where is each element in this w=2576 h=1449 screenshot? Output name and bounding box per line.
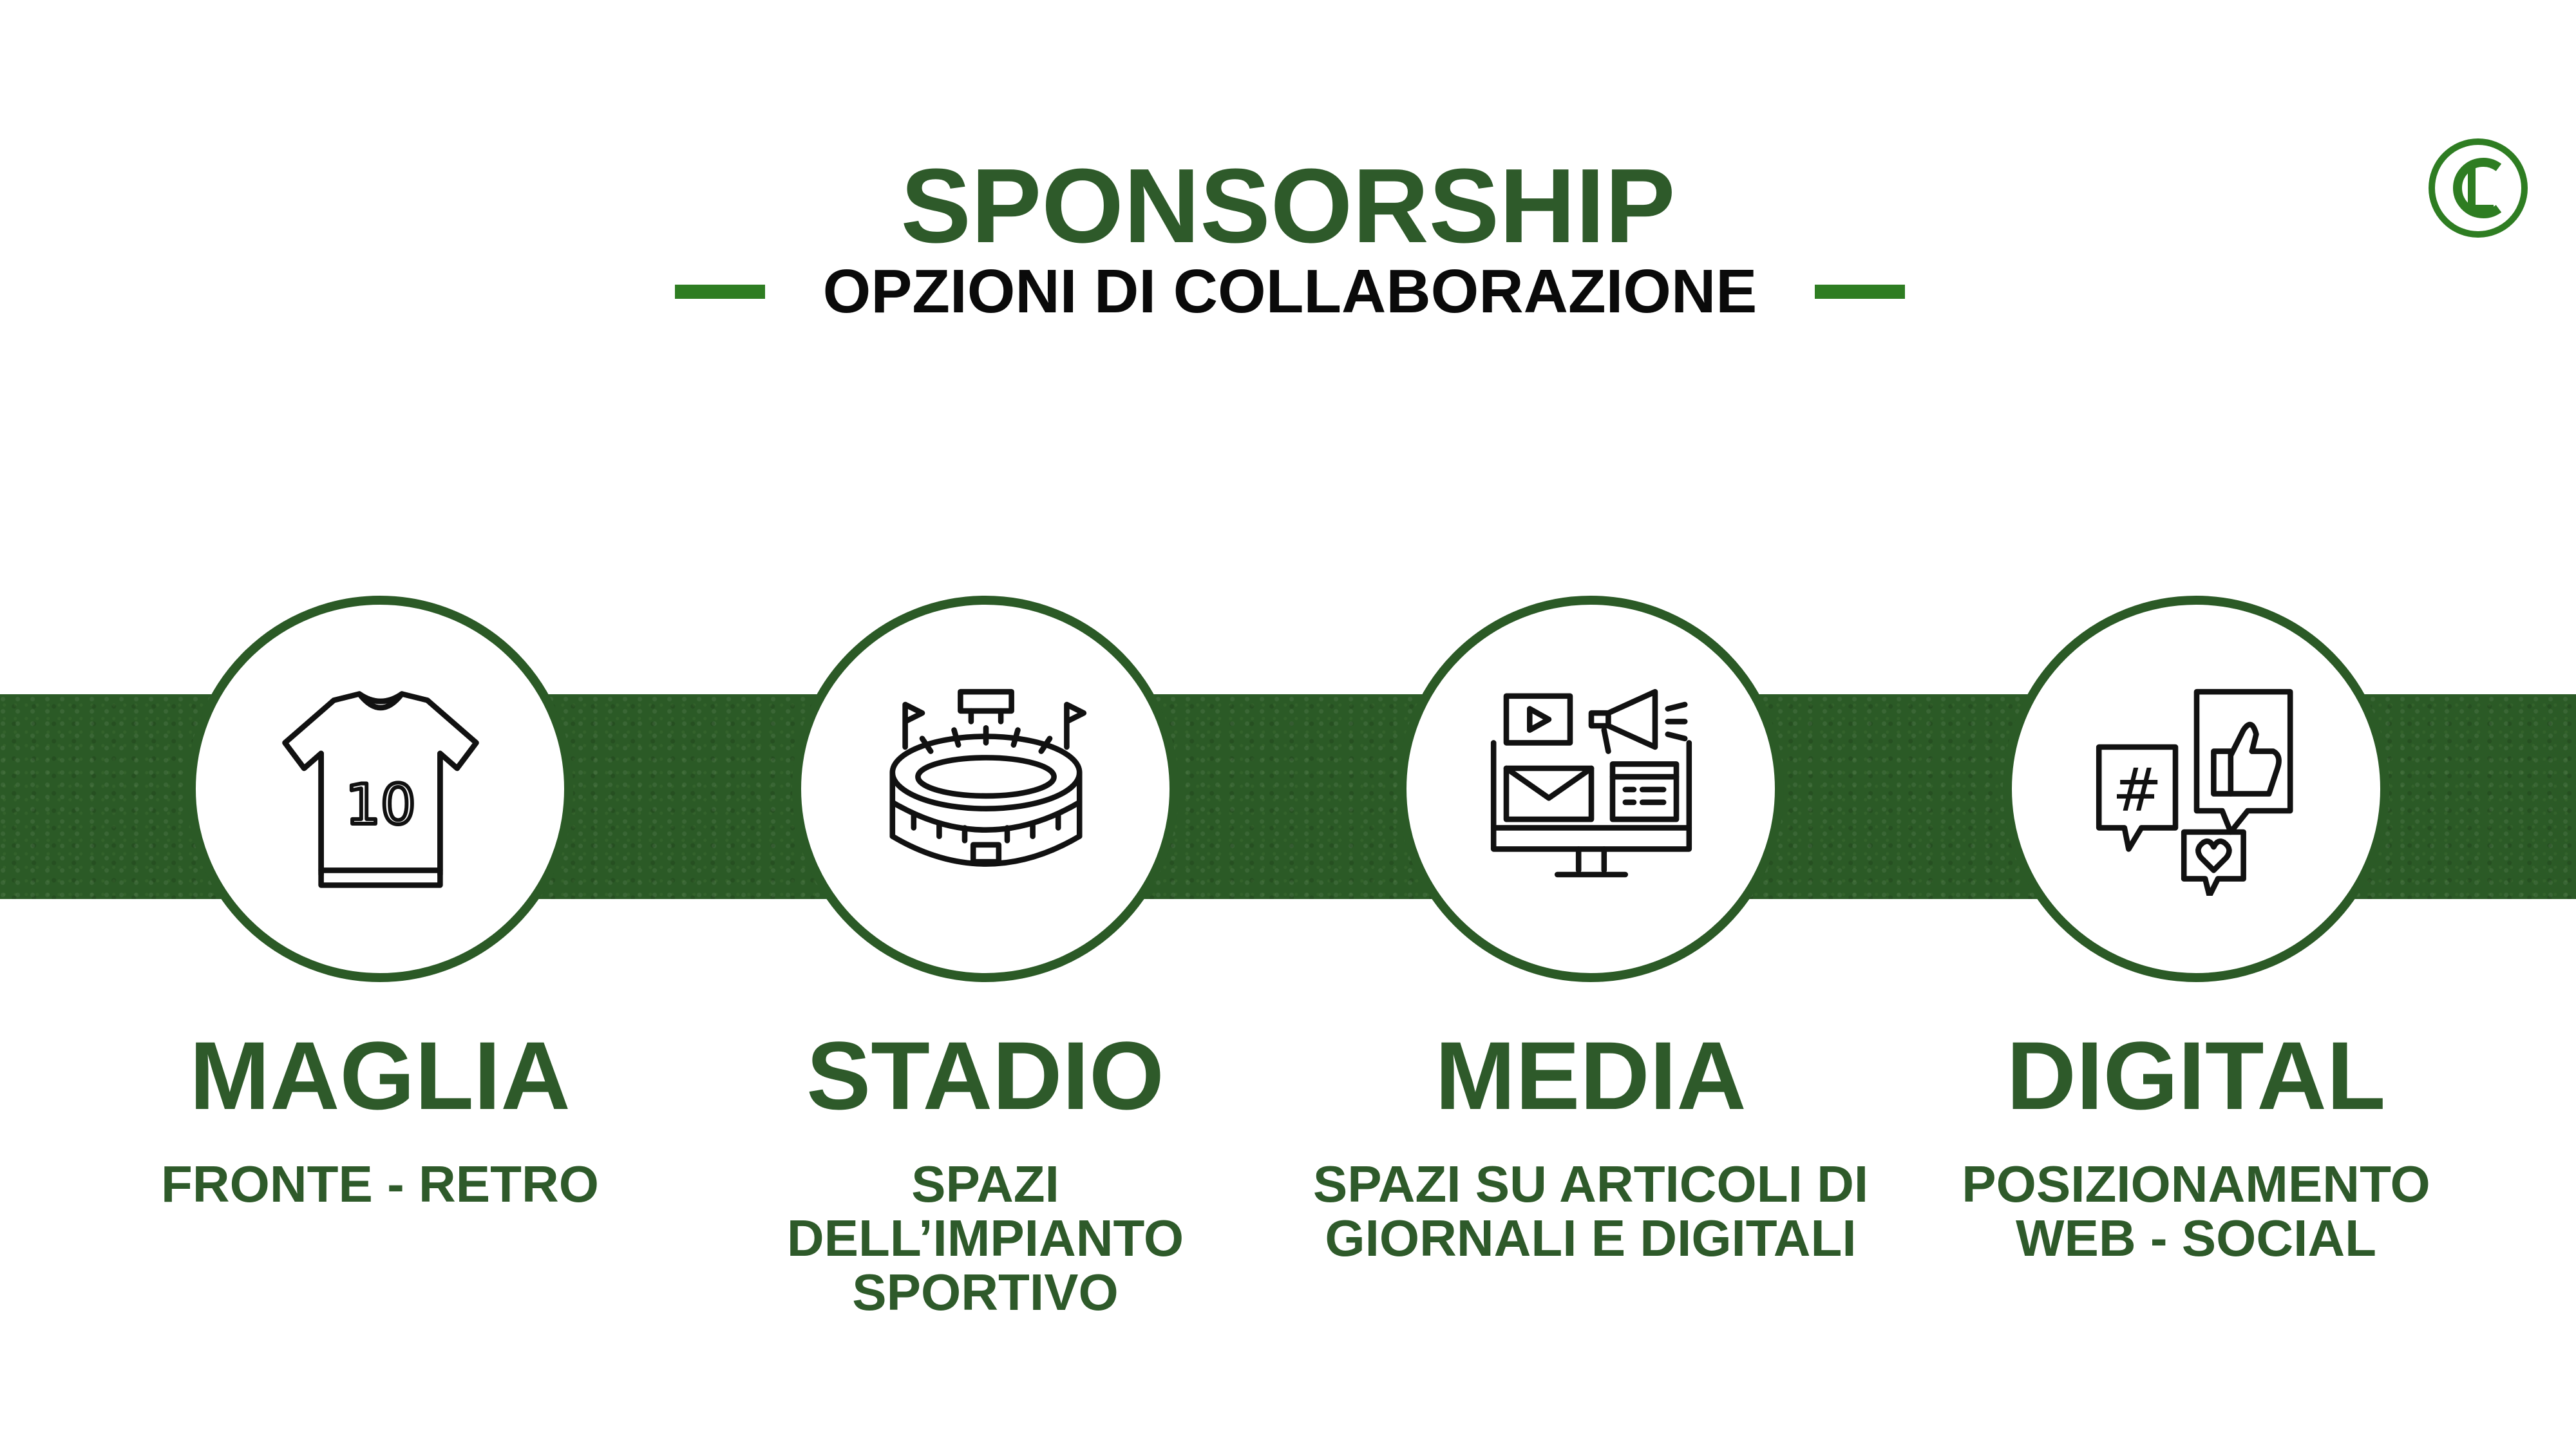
page-subtitle: OPZIONI DI COLLABORAZIONE [822,257,1757,326]
option-description-line: SPAZI SU ARTICOLI DI [1312,1155,1869,1213]
media-icon [1485,683,1698,896]
option-description-line: DELL’IMPIANTO [786,1209,1184,1267]
social-icon [2090,683,2303,896]
stadium-icon [880,683,1092,896]
option-circle [1397,596,1784,982]
subtitle-rule-right [1815,285,1905,299]
option-title: MEDIA [1435,1021,1747,1130]
club-logo-icon [2427,137,2530,240]
option-title: DIGITAL [2006,1021,2386,1130]
option-description [1291,1157,1890,1265]
option-circle [792,596,1179,982]
option-title: MAGLIA [189,1021,571,1130]
option-description-line: WEB - SOCIAL [2016,1209,2376,1267]
option-description-line: SPORTIVO [852,1264,1119,1321]
option-description-line: GIORNALI E DIGITALI [1325,1209,1857,1267]
option-circle [187,596,573,982]
option-description [686,1157,1285,1320]
option-circle [2003,596,2389,982]
option-description-line: FRONTE - RETRO [161,1155,599,1213]
hashtag-icon: # [2112,755,2163,825]
jersey-number: 10 [345,772,416,837]
option-description-line: POSIZIONAMENTO [1962,1155,2430,1213]
subtitle-rule-left [675,285,765,299]
option-description [80,1157,679,1211]
option-title: STADIO [806,1021,1164,1130]
subtitle-row [675,256,1905,327]
option-description [1897,1157,2496,1265]
jersey-icon [274,683,487,896]
option-description-line: SPAZI [911,1155,1059,1213]
page-title: SPONSORSHIP [900,147,1676,265]
